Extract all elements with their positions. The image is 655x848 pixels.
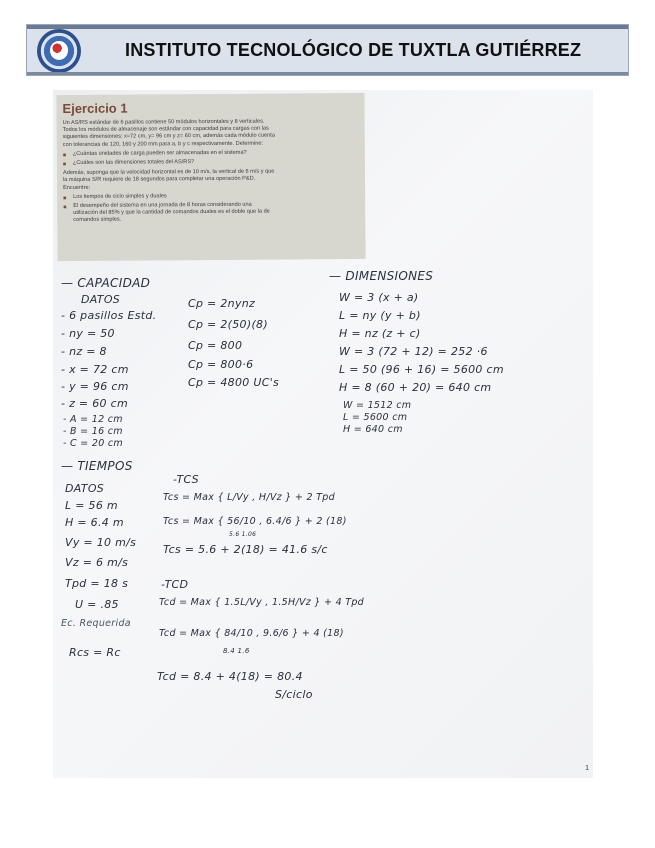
calc-line: Cp = 2nynz	[188, 297, 256, 310]
data-line: - B = 16 cm	[63, 426, 123, 437]
exercise-line: comandos simples.	[73, 217, 122, 224]
time-data-line: Vy = 10 m/s	[65, 536, 137, 549]
dim-line: L = ny (y + b)	[339, 309, 421, 322]
data-line: - y = 96 cm	[61, 380, 129, 393]
time-data-line: H = 6.4 m	[65, 516, 124, 529]
dim-line: H = 8 (60 + 20) = 640 cm	[339, 381, 492, 394]
time-data-line: L = 56 m	[65, 499, 118, 512]
dim-line: L = 50 (96 + 16) = 5600 cm	[339, 363, 504, 376]
exercise-line: Todos los módulos de almacenaje son estándar con capacidad para cargas con las	[62, 125, 269, 134]
tcs-line: Tcs = Max { 56/10 , 6.4/6 } + 2 (18)	[163, 516, 347, 527]
rcs-line: Rcs = Rc	[69, 646, 121, 659]
exercise-question: ◼ Los tiempos de ciclo simples y duales	[63, 192, 357, 201]
institution-header	[26, 24, 629, 76]
data-line: - z = 60 cm	[61, 397, 129, 410]
data-line: - C = 20 cm	[63, 438, 123, 449]
data-line: - A = 12 cm	[63, 414, 123, 425]
time-data-line: Tpd = 18 s	[65, 577, 129, 590]
exercise-line: Encuentre:	[63, 184, 91, 191]
exercise-question: ◼ El desempeño del sistema en una jornada de 8 horas considerando una	[63, 201, 357, 210]
exercise-question: ◼ ¿Cuáles son las dimensiones totales del AS/RS?	[63, 158, 357, 167]
tcd-line: 8.4 1.6	[223, 647, 250, 655]
exercise-line: Un AS/RS estándar de 6 pasillos contiene 50 módulos horizontales y 8 verticales.	[62, 118, 265, 127]
calc-line: Cp = 2(50)(8)	[188, 318, 268, 331]
dim-line: L = 5600 cm	[343, 412, 408, 423]
datos-label: DATOS	[81, 293, 121, 306]
exercise-line: utilización del 85% y que la cantidad de comandos duales es el doble que la de	[73, 208, 270, 217]
time-data-line: U = .85	[75, 598, 119, 611]
calc-line: Cp = 800	[188, 339, 243, 352]
institution-logo	[37, 29, 81, 73]
exercise-line: siguientes dimensiones: x=72 cm, y= 96 cm y z= 60 cm, además cada módulo cuenta	[62, 132, 275, 141]
exercise-question: ◼ ¿Cuántas unidades de carga pueden ser almacenadas en el sistema?	[63, 149, 357, 158]
dim-line: W = 1512 cm	[343, 400, 412, 411]
required-eq-label: Ec. Requerida	[61, 618, 131, 629]
exercise-line: la máquina S/R requiere de 18 segundos para completar una operación P&D.	[62, 176, 256, 184]
exercise-statement	[56, 93, 365, 261]
data-line: - nz = 8	[61, 345, 107, 358]
exercise-line: Además, suponga que la velocidad horizontal es de 10 m/s, la vertical de 6 m/s y que	[62, 168, 275, 177]
dimensiones-heading: — DIMENSIONES	[329, 269, 434, 283]
tcd-unit: S/ciclo	[275, 688, 313, 701]
tcs-result: Tcs = 5.6 + 2(18) = 41.6 s/c	[163, 543, 328, 556]
exercise-line: con tolerancias de 120, 160 y 200 mm para a, b y c respectivamente. Determine:	[62, 140, 264, 148]
data-line: - ny = 50	[61, 327, 115, 340]
tcs-line: Tcs = Max { L/Vy , H/Vz } + 2 Tpd	[163, 492, 335, 503]
datos-label: DATOS	[65, 482, 105, 495]
calc-line: Cp = 4800 UC's	[188, 376, 280, 389]
page-number: 1	[585, 765, 589, 772]
dim-line: H = nz (z + c)	[339, 327, 421, 340]
dim-line: W = 3 (x + a)	[339, 291, 419, 304]
tcs-heading: -TCS	[173, 473, 199, 486]
calc-line: Cp = 800·6	[188, 358, 254, 371]
tcd-line: Tcd = Max { 1.5L/Vy , 1.5H/Vz } + 4 Tpd	[159, 597, 365, 608]
tiempos-heading: — TIEMPOS	[61, 459, 133, 473]
dim-line: H = 640 cm	[343, 424, 403, 435]
tcs-line: 5.6 1.06	[229, 531, 257, 538]
dim-line: W = 3 (72 + 12) = 252 ·6	[339, 345, 488, 358]
time-data-line: Vz = 6 m/s	[65, 556, 129, 569]
tcd-result: Tcd = 8.4 + 4(18) = 80.4	[157, 670, 303, 683]
capacidad-heading: — CAPACIDAD	[61, 276, 151, 290]
tcd-line: Tcd = Max { 84/10 , 9.6/6 } + 4 (18)	[159, 628, 344, 639]
data-line: - 6 pasillos Estd.	[61, 309, 157, 322]
exercise-title: Ejercicio 1	[62, 100, 128, 117]
header-title: INSTITUTO TECNOLÓGICO DE TUXTLA GUTIÉRREZ	[125, 40, 582, 60]
tcd-heading: -TCD	[161, 578, 189, 591]
handwritten-notes-photo	[53, 90, 593, 778]
data-line: - x = 72 cm	[61, 363, 129, 376]
